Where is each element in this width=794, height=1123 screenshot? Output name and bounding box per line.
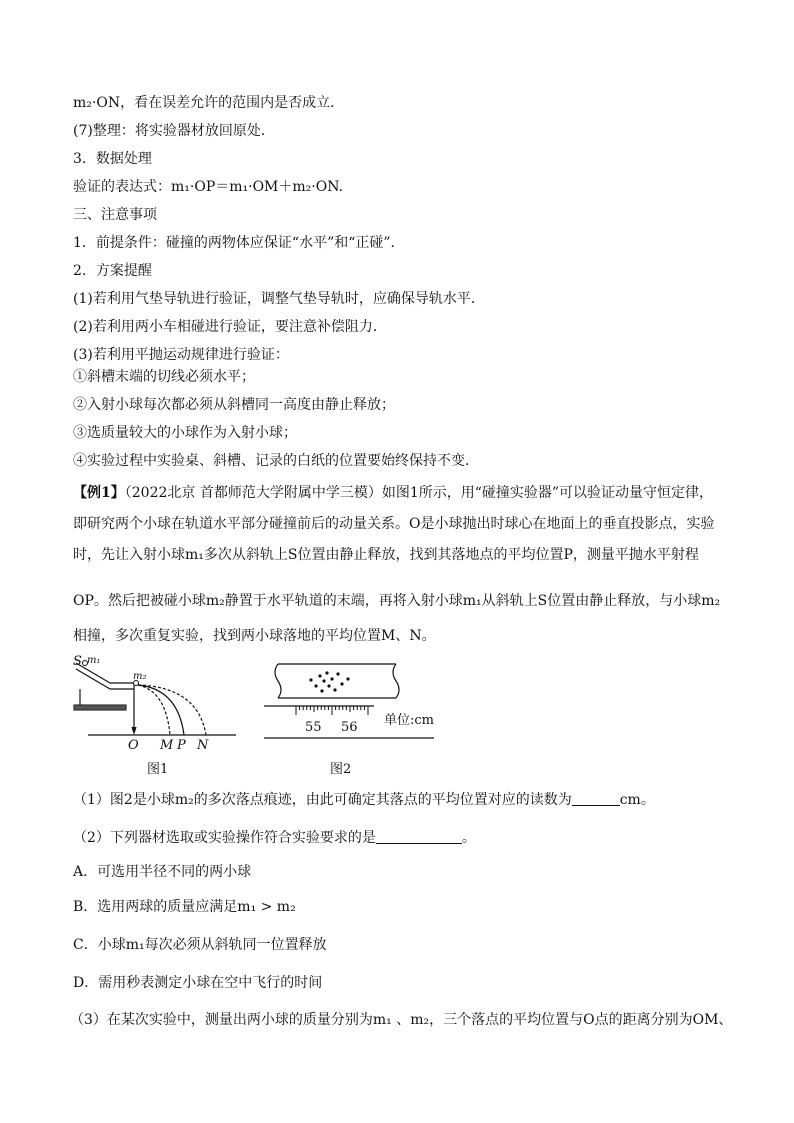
label-N: N [197,738,209,753]
question-3: （3）在某次实验中，测量出两小球的质量分别为m₁ 、m₂，三个落点的平均位置与O点的距离分别为OM、 [70,1012,733,1028]
section-heading: 3．数据处理 [73,151,152,167]
text-line: (3)若利用平抛运动规律进行验证： [73,347,289,363]
question-2 [73,828,476,848]
formula-line: 验证的表达式：m₁·OP＝m₁·OM＋m₂·ON. [73,179,344,195]
text-line: 1．前提条件：碰撞的两物体应保证“水平”和“正碰”． [73,235,405,251]
text-line: (2)若利用两小车相碰进行验证，要注意补偿阻力． [73,319,387,335]
landing-dots [309,671,349,692]
answer-blank-1[interactable] [572,791,620,806]
trajectory-N [138,685,206,735]
option-C[interactable]: C．小球m₁每次必须从斜轨同一位置释放 [73,937,327,953]
text-line: (1)若利用气垫导轨进行验证，调整气垫导轨时，应确保导轨水平． [73,291,485,307]
tick-label-55: 55 [305,720,322,735]
example-tag: 【例1】 [73,485,125,501]
figure-1-caption: 图1 [147,762,169,777]
label-M: M [160,738,174,753]
example-text: （2022北京 首都师范大学附属中学三模）如图1所示，用“碰撞实验器”可以验证动量守恒定律， [124,485,714,501]
question-1 [73,790,655,810]
label-m1: m₁ [87,655,101,666]
option-D[interactable]: D．需用秒表测定小球在空中飞行的时间 [73,975,323,991]
list-item: ②入射小球每次都必须从斜槽同一高度由静止释放； [73,397,395,413]
section-heading: 三、注意事项 [73,207,157,223]
table-block [74,705,126,710]
trajectory-P [138,685,184,735]
label-O: O [128,738,139,753]
question-1-unit: cm。 [619,792,655,808]
trajectory-M [138,685,170,735]
paper-right-tear [393,664,399,698]
answer-blank-2[interactable] [376,829,462,844]
unit-label: 单位:cm [384,713,434,728]
figure-1-diagram [70,655,240,755]
question-2-end: 。 [461,830,476,846]
example-line [73,483,713,503]
arrow-head [132,727,136,733]
example-line: 相撞，多次重复实验，找到两小球落地的平均位置M、N。 [73,628,436,644]
list-item: ①斜槽末端的切线必须水平； [73,369,255,385]
example-line: 时，先让入射小球m₁多次从斜轨上S位置由静止释放，找到其落地点的平均位置P，测量平抛水平射程 [73,547,699,563]
label-P: P [177,738,186,753]
tick-label-56: 56 [341,720,358,735]
example-line: OP。然后把被碰小球m₂静置于水平轨道的末端，再将入射小球m₁从斜轨上S位置由静止释放，与小球m₂ [73,593,721,609]
text-line: 2．方案提醒 [73,263,152,279]
text-line: (7)整理：将实验器材放回原处． [73,123,275,139]
list-item: ④实验过程中实验桌、斜槽、记录的白纸的位置要始终保持不变． [73,453,479,469]
paper-left-tear [275,664,281,698]
list-item: ③选质量较大的小球作为入射小球； [73,425,297,441]
figure-2-caption: 图2 [330,762,352,777]
option-B[interactable]: B．选用两球的质量应满足m₁ > m₂ [73,899,296,915]
option-A[interactable]: A．可选用半径不同的两小球 [73,864,252,880]
question-1-text: （1）图2是小球m₂的多次落点痕迹，由此可确定其落点的平均位置对应的读数为 [73,792,572,808]
label-S: S [73,654,82,669]
question-2-text: （2）下列器材选取或实验操作符合实验要求的是 [73,830,376,846]
ruler-ticks [296,706,368,715]
example-line: 即研究两个小球在轨道水平部分碰撞前后的动量关系。O是小球抛出时球心在地面上的垂直投影点，实验 [73,516,715,532]
text-line: m₂·ON，看在误差允许的范围内是否成立． [73,95,345,111]
slope-rail-bottom [76,669,110,689]
label-m2: m₂ [133,671,147,682]
